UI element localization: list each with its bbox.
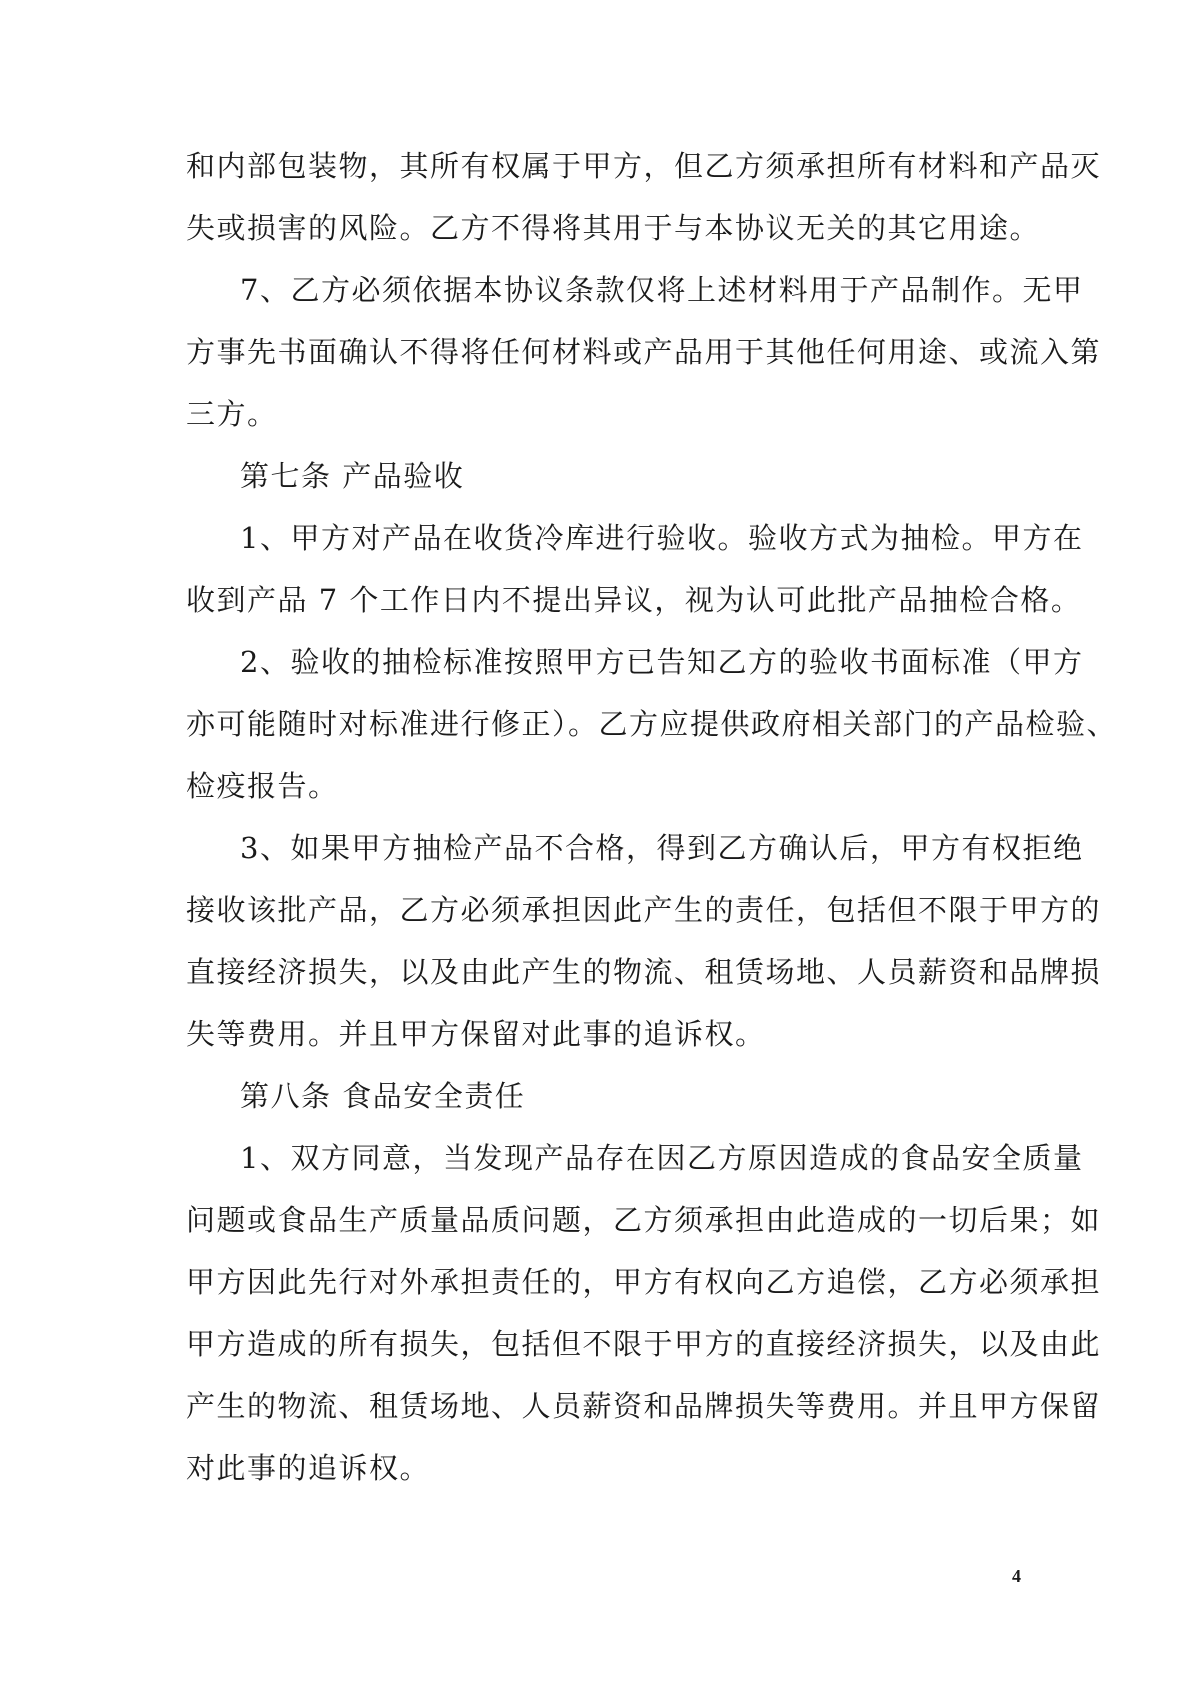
text-line: 直接经济损失，以及由此产生的物流、租赁场地、人员薪资和品牌损 <box>186 955 1102 989</box>
text-line: 三方。 <box>186 397 278 431</box>
text-line: 方事先书面确认不得将任何材料或产品用于其他任何用途、或流入第 <box>186 335 1102 369</box>
text-line: 产生的物流、租赁场地、人员薪资和品牌损失等费用。并且甲方保留 <box>186 1389 1102 1423</box>
paragraph-line: 3、如果甲方抽检产品不合格，得到乙方确认后，甲方有权拒绝 <box>240 831 1084 865</box>
section-heading: 第八条 食品安全责任 <box>240 1079 526 1113</box>
text-line: 失或损害的风险。乙方不得将其用于与本协议无关的其它用途。 <box>186 211 1041 245</box>
text-line: 亦可能随时对标准进行修正）。乙方应提供政府相关部门的产品检验、 <box>186 707 1118 741</box>
paragraph-line: 2、验收的抽检标准按照甲方已告知乙方的验收书面标准（甲方 <box>240 645 1084 679</box>
paragraph-line: 7、乙方必须依据本协议条款仅将上述材料用于产品制作。无甲 <box>240 273 1084 307</box>
section-heading: 第七条 产品验收 <box>240 459 465 493</box>
text-line: 甲方造成的所有损失，包括但不限于甲方的直接经济损失，以及由此 <box>186 1327 1102 1361</box>
text-line: 问题或食品生产质量品质问题，乙方须承担由此造成的一切后果；如 <box>186 1203 1102 1237</box>
paragraph-line: 1、双方同意，当发现产品存在因乙方原因造成的食品安全质量 <box>240 1141 1084 1175</box>
text-line: 和内部包装物，其所有权属于甲方，但乙方须承担所有材料和产品灭 <box>186 149 1102 183</box>
text-line: 对此事的追诉权。 <box>186 1451 431 1485</box>
text-line: 检疫报告。 <box>186 769 339 803</box>
text-line: 甲方因此先行对外承担责任的，甲方有权向乙方追偿，乙方必须承担 <box>186 1265 1102 1299</box>
text-line: 接收该批产品，乙方必须承担因此产生的责任，包括但不限于甲方的 <box>186 893 1102 927</box>
paragraph-line: 1、甲方对产品在收货冷库进行验收。验收方式为抽检。甲方在 <box>240 521 1084 555</box>
text-line: 失等费用。并且甲方保留对此事的追诉权。 <box>186 1017 766 1051</box>
text-line: 收到产品 7 个工作日内不提出异议，视为认可此批产品抽检合格。 <box>186 583 1082 617</box>
page-number: 4 <box>1012 1566 1021 1586</box>
